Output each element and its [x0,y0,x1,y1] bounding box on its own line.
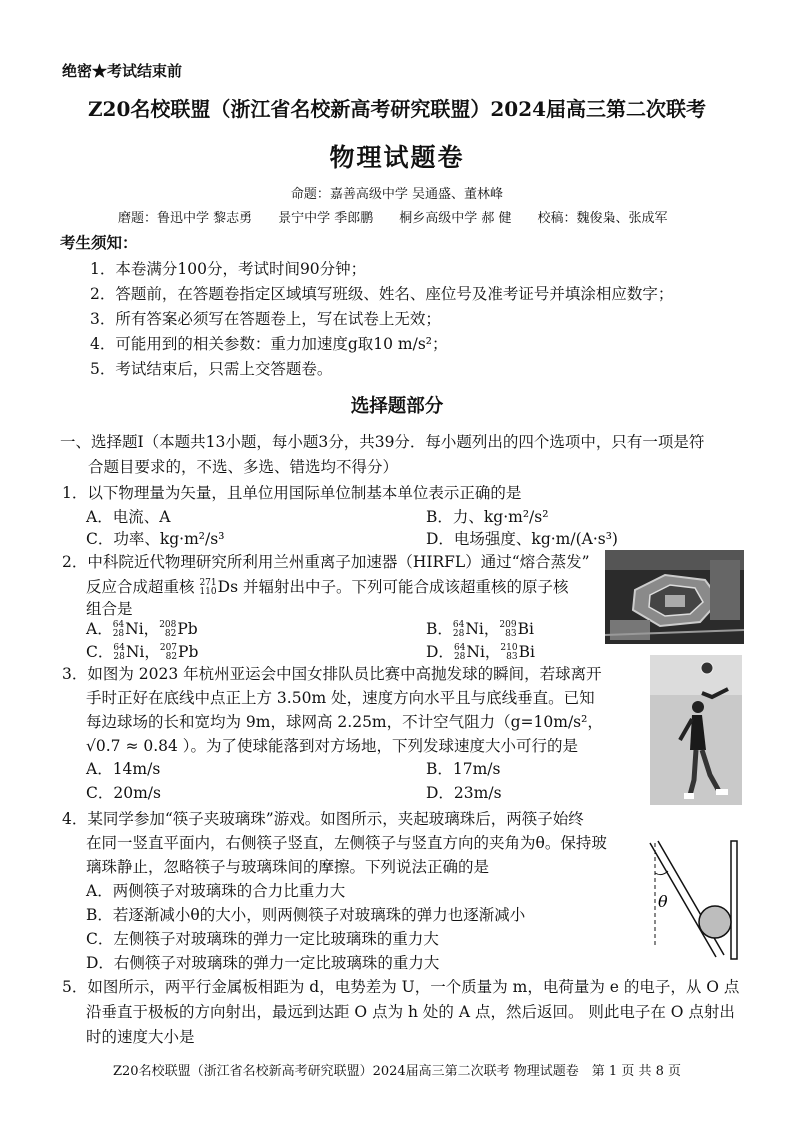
q4-option-c: C．左侧筷子对玻璃珠的弹力一定比玻璃珠的重力大 [86,930,439,948]
authors-line-1: 命题：嘉善高级中学 吴通盛、董林峰 [290,187,504,202]
q2-stem-line3: 组合是 [86,600,133,618]
q4-option-d: D．右侧筷子对玻璃珠的弹力一定比玻璃珠的重力大 [86,954,440,972]
q2-option-c: C． 64 28 Ni， 207 82 Pb [86,643,199,662]
accelerator-image [605,550,744,644]
q2-text-b: 并辐射出中子。下列可能合成该超重核的原子核 [242,578,569,596]
chopsticks-diagram [640,835,750,965]
part1-instructions: 一、选择题Ⅰ（本题共13小题，每小题3分，共39分．每小题列出的四个选项中，只有一项是符 [60,433,705,451]
q2-option-b: B． 64 28 Ni， 209 83 Bi [426,620,534,639]
q3-option-a: A．14m/s [86,760,161,778]
q4-option-a: A．两侧筷子对玻璃珠的合力比重力大 [86,882,346,900]
q2-stem-line2 [86,578,568,597]
q5-stem-line2: 沿垂直于极板的方向射出，最远到达距 O 点为 h 处的 A 点，然后返回。 则此电子在 O 点射出 [86,1003,735,1021]
q5-stem-line1: 5．如图所示，两平行金属板相距为 d，电势差为 U，一个质量为 m，电荷量为 e 的电子，从 O 点 [62,978,740,996]
q1-option-d: D．电场强度、kg·m/(A·s³) [426,530,618,548]
page-footer: Z20名校联盟（浙江省名校新高考研究联盟）2024届高三第二次联考 物理试题卷 第 1 页 共 8 页 [113,1064,681,1079]
q4-stem-line2: 在同一竖直平面内，右侧筷子竖直，左侧筷子与竖直方向的夹角为θ。保持玻 [86,834,607,852]
q4-stem-line1: 4．某同学参加“筷子夹玻璃珠”游戏。如图所示，夹起玻璃珠后，两筷子始终 [62,810,584,828]
q2-stem-line1: 2．中科院近代物理研究所利用兰州重离子加速器（HIRFL）通过“熔合蒸发” [62,553,590,571]
q1-stem: 1．以下物理量为矢量，且单位用国际单位制基本单位表示正确的是 [62,484,522,502]
q2-option-d: D． 64 28 Ni， 210 83 Bi [426,643,535,662]
confidential-label: 绝密★考试结束前 [62,62,183,80]
ds-symbol: Ds [217,578,239,596]
notice-item: 2．答题前，在答题卷指定区域填写班级、姓名、座位号及准考证号并填涂相应数字； [90,285,674,303]
notice-title: 考生须知： [60,233,138,252]
notice-item: 5．考试结束后，只需上交答题卷。 [90,360,333,378]
volleyball-player-image [650,655,742,805]
q1-option-c: C．功率、kg·m²/s³ [86,530,225,548]
authors-line-2: 磨题：鲁迅中学 黎志勇 景宁中学 季郎鹏 桐乡高级中学 郝 健 校稿：魏俊枭、张成军 [118,211,668,226]
header-title: Z20名校联盟（浙江省名校新高考研究联盟）2024届高三第二次联考 [87,97,707,121]
q2-option-a: A． 64 28 Ni， 208 82 Pb [86,620,198,639]
notice-item: 1．本卷满分100分，考试时间90分钟； [90,260,367,278]
q3-option-c: C．20m/s [86,784,161,802]
ds-isotope-numbers: 271 110 [199,578,217,597]
q4-stem-line3: 璃珠静止，忽略筷子与玻璃珠间的摩擦。下列说法正确的是 [86,858,490,876]
q1-option-a: A．电流、A [86,508,171,526]
q1-option-b: B．力、kg·m²/s² [426,508,549,526]
q5-stem-line3: 时的速度大小是 [86,1028,195,1046]
part1-instructions-cont: 合题目要求的，不选、多选、错选均不得分） [88,458,399,476]
notice-item: 3．所有答案必须写在答题卷上，写在试卷上无效； [90,310,441,328]
q3-stem-line2: 手时正好在底线中点正上方 3.50m 处，速度方向水平且与底线垂直。已知 [86,689,595,707]
notice-item: 4．可能用到的相关参数：重力加速度g取10 m/s²； [90,335,448,353]
q3-stem-line1: 3．如图为 2023 年杭州亚运会中国女排队员比赛中高抛发球的瞬间，若球离开 [62,665,602,683]
right-chopstick [731,841,737,959]
q3-stem-line4: √0.7 ≈ 0.84 ）。为了使球能落到对方场地，下列发球速度大小可行的是 [86,737,579,755]
volleyball-serve-photo [650,655,742,805]
exam-title: 物理试题卷 [329,143,465,172]
q3-option-d: D．23m/s [426,784,502,802]
glass-bead [699,906,731,938]
q3-option-b: B．17m/s [426,760,501,778]
q3-stem-line3: 每边球场的长和宽均为 9m，球网高 2.25m，不计空气阻力（g=10m/s²， [86,713,603,731]
section-title: 选择题部分 [350,396,444,417]
accelerator-photo [605,550,744,644]
q2-text-a: 反应合成超重核 [86,578,195,596]
q4-option-b: B．若逐渐减小θ的大小，则两侧筷子对玻璃珠的弹力也逐渐减小 [86,906,526,924]
theta-label: θ [658,892,668,911]
